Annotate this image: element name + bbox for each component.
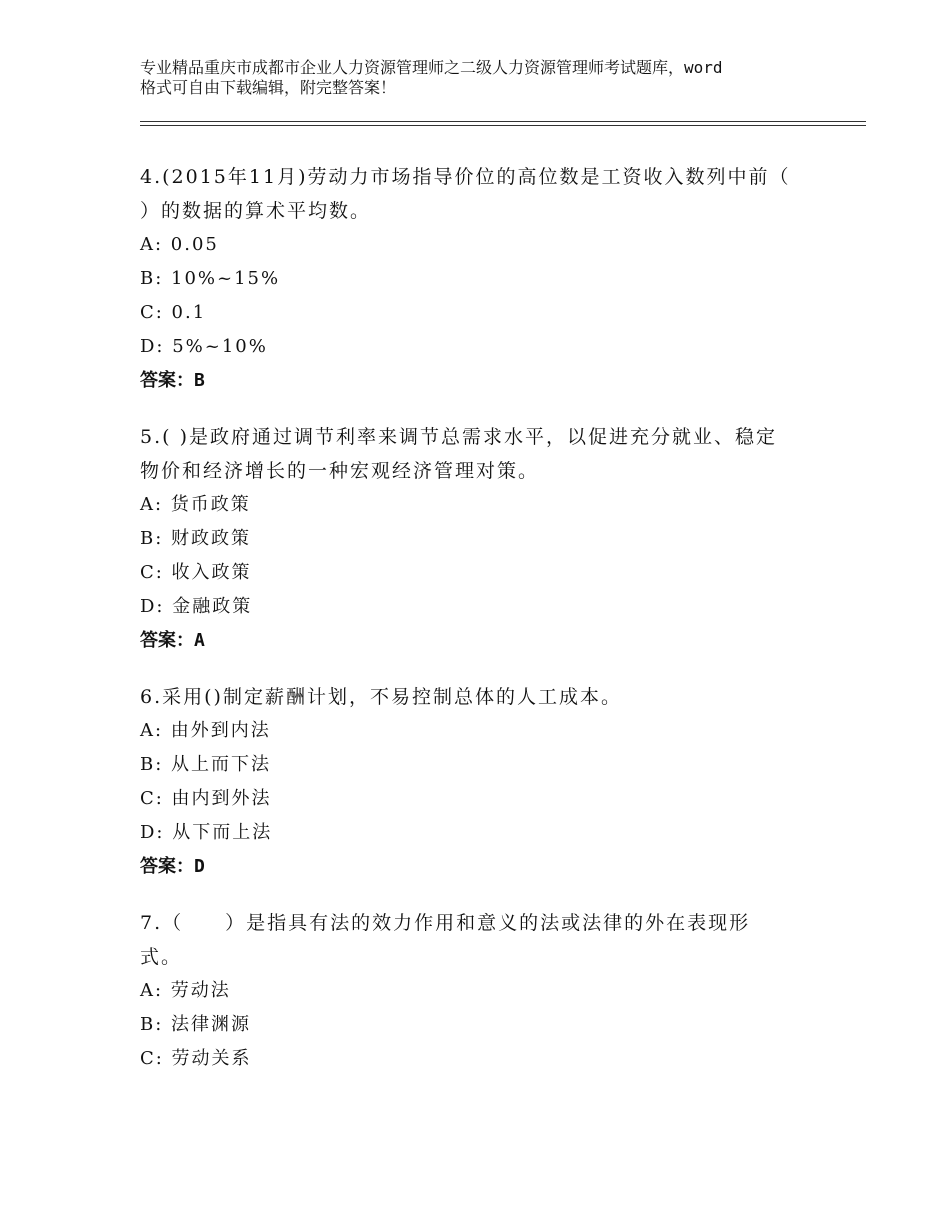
question-stem [140,906,830,974]
option-b: B: 从上而下法 [140,754,272,775]
option-a: A: 0.05 [140,234,219,255]
question-stem-line: 式。 [140,946,183,968]
header-title-line-1: 专业精品重庆市成都市企业人力资源管理师之二级人力资源管理师考试题库，word [140,58,723,77]
option-c: C: 劳动关系 [140,1048,252,1069]
option-c: C: 收入政策 [140,562,252,583]
question-7 [140,906,830,1076]
option-c: C: 由内到外法 [140,788,272,809]
header-divider-bottom [140,125,866,126]
answer-line: 答案：D [140,856,205,877]
question-5 [140,420,830,658]
question-list [140,160,830,1098]
answer-line: 答案：B [140,370,205,391]
question-6 [140,680,830,884]
option-d: D: 5%~10% [140,336,268,357]
option-d: D: 金融政策 [140,596,253,617]
question-stem-line: 物价和经济增长的一种宏观经济管理对策。 [140,460,540,482]
question-stem-line: ）的数据的算术平均数。 [140,200,372,222]
question-stem [140,680,830,714]
option-a: A: 劳动法 [140,980,231,1001]
option-b: B: 法律渊源 [140,1014,252,1035]
header-title-line-2: 格式可自由下载编辑，附完整答案！ [140,78,397,97]
option-a: A: 由外到内法 [140,720,271,741]
question-stem [140,160,830,228]
question-4 [140,160,830,398]
document-header [140,58,840,98]
option-c: C: 0.1 [140,302,207,323]
option-d: D: 从下而上法 [140,822,273,843]
header-divider-top [140,121,866,122]
question-stem-line: 5.( )是政府通过调节利率来调节总需求水平，以促进充分就业、稳定 [140,426,777,448]
option-a: A: 货币政策 [140,494,251,515]
answer-line: 答案：A [140,630,205,651]
option-b: B: 财政政策 [140,528,252,549]
question-stem-line: 4.(2015年11月)劳动力市场指导价位的高位数是工资收入数列中前（ [140,166,791,188]
question-stem-line: 6.采用()制定薪酬计划，不易控制总体的人工成本。 [140,686,622,708]
question-stem-line: 7.（ ）是指具有法的效力作用和意义的法或法律的外在表现形 [140,912,751,934]
question-stem [140,420,830,488]
option-b: B: 10%~15% [140,268,281,289]
